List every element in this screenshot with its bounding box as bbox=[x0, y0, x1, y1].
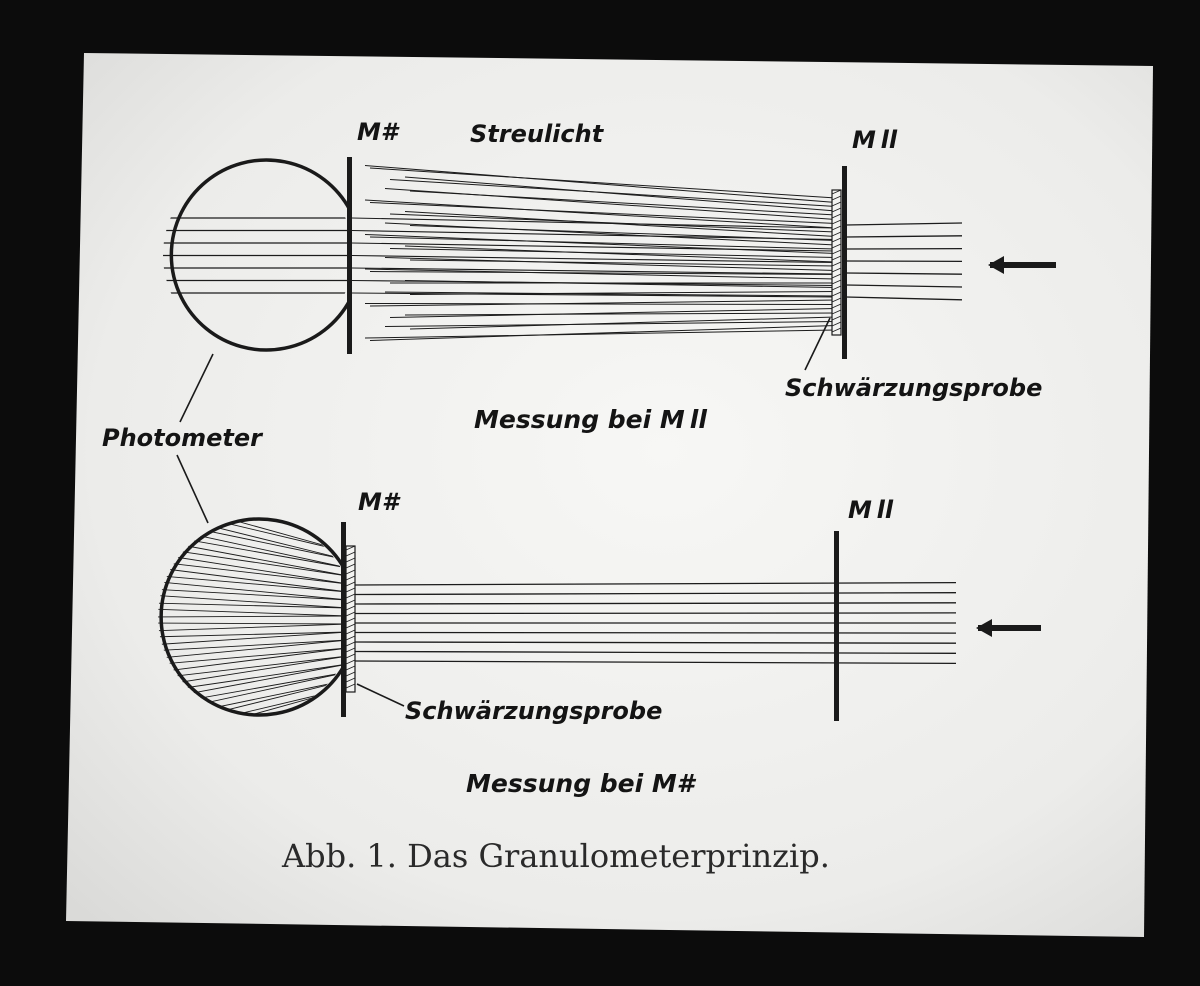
label-photometer: Photometer bbox=[102, 424, 262, 452]
bottom-label-measurement: Messung bei M# bbox=[466, 769, 695, 798]
figure-caption: Abb. 1. Das Granulometerprinzip. bbox=[282, 837, 830, 875]
bottom-beam-line bbox=[355, 633, 956, 634]
bottom-label-probe: Schwärzungsprobe bbox=[405, 697, 663, 725]
top-aperture-m-hash bbox=[347, 157, 352, 354]
top-label-probe: Schwärzungsprobe bbox=[785, 374, 1043, 402]
top-label-m-double: M ll bbox=[852, 126, 898, 154]
top-label-measurement: Messung bei M ll bbox=[474, 405, 707, 434]
label-streulicht: Streulicht bbox=[470, 120, 604, 148]
bottom-label-m-double: M ll bbox=[848, 496, 894, 524]
bottom-aperture-m-double bbox=[834, 531, 839, 721]
bottom-beam-line bbox=[355, 613, 956, 614]
bottom-label-m-hash: M# bbox=[358, 488, 399, 516]
bottom-aperture-m-hash bbox=[341, 522, 346, 717]
top-label-m-hash: M# bbox=[357, 118, 398, 146]
paper-card bbox=[66, 53, 1153, 937]
top-aperture-m-double bbox=[842, 166, 847, 359]
